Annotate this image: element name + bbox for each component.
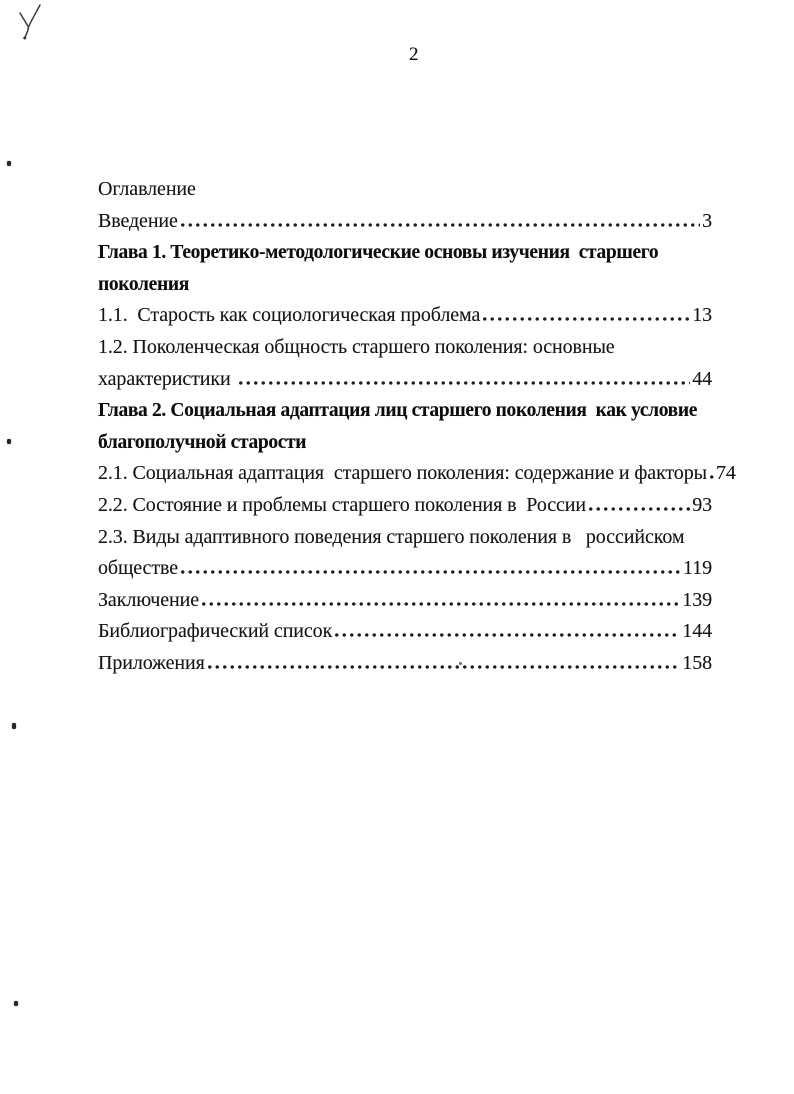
table-of-contents	[98, 174, 736, 680]
toc-entry-label: 1.2. Поколенческая общность старшего поколения: основные	[98, 335, 615, 358]
toc-entry-page: 74	[715, 462, 736, 485]
toc-entry-label: Введение	[98, 209, 178, 232]
toc-entry-page: 44	[692, 367, 712, 390]
dot-leader	[179, 223, 700, 227]
toc-entry-page: 119	[683, 557, 712, 580]
toc-entry-label: характеристики	[98, 367, 236, 390]
toc-entry	[98, 585, 712, 617]
handwritten-check-mark	[16, 2, 46, 44]
toc-entry-label: 2.3. Виды адаптивного поведения старшего поколения в российском	[98, 525, 685, 548]
toc-chapter-heading	[98, 427, 712, 459]
toc-entry	[98, 648, 712, 680]
toc-chapter-heading	[98, 395, 712, 427]
toc-entry-label: поколения	[98, 273, 189, 295]
toc-entry-label: 2.2. Состояние и проблемы старшего поколения в России	[98, 493, 586, 516]
toc-chapter-heading	[98, 269, 712, 301]
toc-entry-page: 13	[692, 304, 712, 327]
toc-entry	[98, 553, 712, 585]
dot-leader	[206, 665, 681, 669]
toc-entry	[98, 522, 712, 554]
toc-entry-label: 2.1. Социальная адаптация старшего поколения: содержание и факторы	[98, 462, 707, 485]
scan-speck	[7, 161, 11, 166]
toc-entry	[98, 206, 712, 238]
toc-entry	[98, 300, 712, 332]
toc-entry-label: Приложения	[98, 651, 205, 674]
scan-speck	[14, 1001, 18, 1006]
toc-entry	[98, 332, 712, 364]
toc-entry	[98, 616, 712, 648]
toc-entry-label: Глава 1. Теоретико-методологические основы изучения старшего	[98, 242, 659, 264]
toc-entry	[98, 458, 736, 490]
toc-entry-page: 93	[692, 493, 712, 516]
scan-speck	[7, 439, 11, 444]
toc-chapter-heading	[98, 237, 712, 269]
dot-leader	[179, 570, 681, 574]
toc-entry-page: 3	[702, 209, 712, 232]
toc-heading: Оглавление	[98, 178, 196, 200]
dot-leader	[481, 317, 690, 321]
toc-entry-page: 158	[682, 651, 712, 674]
dot-leader	[708, 475, 714, 479]
toc-entry-page: 139	[682, 588, 712, 611]
toc-entry-label: Глава 2. Социальная адаптация лиц старшего поколения как условие	[98, 400, 698, 422]
dot-leader	[200, 602, 680, 606]
scan-speck	[12, 723, 16, 729]
toc-entry-label: Библиографический список	[98, 620, 333, 643]
toc-entry-label: благополучной старости	[98, 431, 307, 453]
dot-leader	[587, 507, 690, 511]
toc-entry-label: 1.1. Старость как социологическая проблема	[98, 304, 481, 327]
toc-entry-page: 144	[682, 620, 712, 643]
dot-leader	[237, 381, 691, 385]
dot-leader	[333, 633, 680, 637]
page-number: 2	[409, 44, 419, 65]
toc-entry-label: Заключение	[98, 588, 199, 611]
toc-entry	[98, 364, 712, 396]
toc-entry-label: обществе	[98, 557, 178, 580]
toc-entry	[98, 490, 712, 522]
toc-heading-row	[98, 174, 712, 206]
